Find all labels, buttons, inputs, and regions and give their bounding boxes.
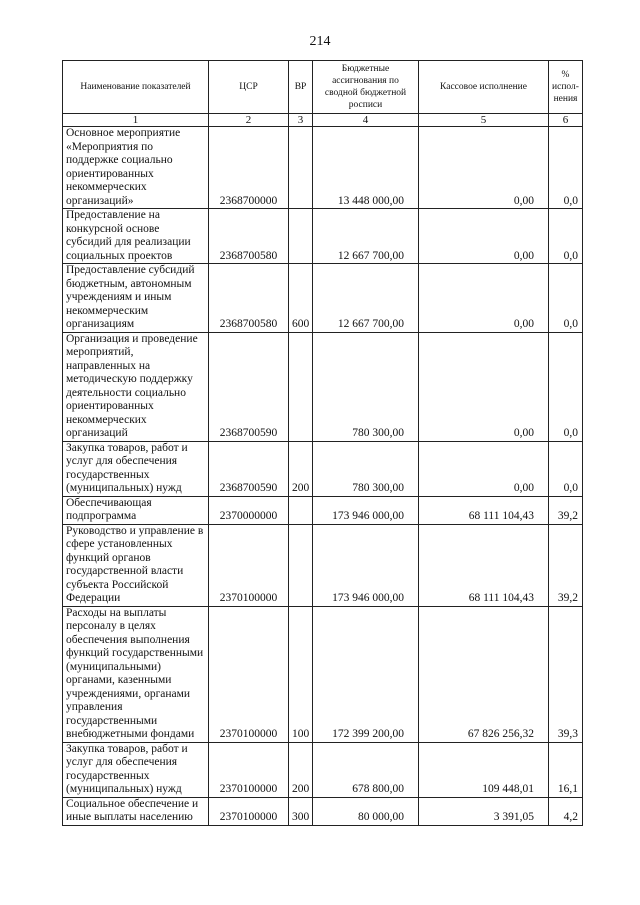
row-pct: 0,0 [549, 264, 583, 333]
row-csr: 2370100000 [209, 606, 289, 742]
table-row [63, 606, 583, 742]
col-number: 1 [63, 114, 209, 127]
row-pct: 0,0 [549, 332, 583, 441]
row-name: Предоставление субсидий бюджетным, автономным учреждениям и иным некоммерческим организациям [63, 264, 209, 333]
row-budget: 172 399 200,00 [313, 606, 419, 742]
row-cash: 109 448,01 [419, 742, 549, 797]
row-vr: 200 [289, 441, 313, 496]
row-csr: 2368700580 [209, 264, 289, 333]
row-budget: 12 667 700,00 [313, 209, 419, 264]
row-pct: 0,0 [549, 209, 583, 264]
row-budget: 80 000,00 [313, 797, 419, 825]
table-row [63, 127, 583, 209]
row-name: Расходы на выплаты персоналу в целях обеспечения выполнения функций государственными (муниципальными) органами, казенными учреждениями, органами управления государственными внебюджетными фондами [63, 606, 209, 742]
row-budget: 780 300,00 [313, 332, 419, 441]
row-csr: 2370100000 [209, 797, 289, 825]
header-vr: ВР [289, 61, 313, 114]
row-vr [289, 127, 313, 209]
column-number-row [63, 114, 583, 127]
header-pct: % испол-нения [549, 61, 583, 114]
row-pct: 16,1 [549, 742, 583, 797]
row-name: Основное мероприятие «Мероприятия по поддержке социально ориентированных некоммерческих организаций» [63, 127, 209, 209]
row-name: Организация и проведение мероприятий, направленных на методическую поддержку деятельности социально ориентированных некоммерческих организаций [63, 332, 209, 441]
row-csr: 2368700000 [209, 127, 289, 209]
row-budget: 173 946 000,00 [313, 524, 419, 606]
table-row [63, 742, 583, 797]
row-cash: 0,00 [419, 127, 549, 209]
row-cash: 68 111 104,43 [419, 496, 549, 524]
row-pct: 39,2 [549, 524, 583, 606]
row-csr: 2370100000 [209, 742, 289, 797]
row-name: Закупка товаров, работ и услуг для обеспечения государственных (муниципальных) нужд [63, 742, 209, 797]
col-number: 4 [313, 114, 419, 127]
row-vr: 200 [289, 742, 313, 797]
col-number: 6 [549, 114, 583, 127]
row-budget: 13 448 000,00 [313, 127, 419, 209]
row-vr: 600 [289, 264, 313, 333]
table-row [63, 441, 583, 496]
row-pct: 0,0 [549, 127, 583, 209]
row-csr: 2368700590 [209, 332, 289, 441]
row-cash: 0,00 [419, 441, 549, 496]
row-vr: 300 [289, 797, 313, 825]
row-pct: 4,2 [549, 797, 583, 825]
table-row [63, 496, 583, 524]
row-cash: 0,00 [419, 332, 549, 441]
table-row [63, 524, 583, 606]
header-name: Наименование показателей [63, 61, 209, 114]
header-cash: Кассовое исполнение [419, 61, 549, 114]
row-cash: 0,00 [419, 209, 549, 264]
table-row [63, 797, 583, 825]
row-name: Предоставление на конкурсной основе субсидий для реализации социальных проектов [63, 209, 209, 264]
row-pct: 39,3 [549, 606, 583, 742]
row-csr: 2368700580 [209, 209, 289, 264]
row-csr: 2370000000 [209, 496, 289, 524]
row-pct: 0,0 [549, 441, 583, 496]
table-row [63, 209, 583, 264]
row-name: Обеспечивающая подпрограмма [63, 496, 209, 524]
row-cash: 67 826 256,32 [419, 606, 549, 742]
row-budget: 12 667 700,00 [313, 264, 419, 333]
page-number: 214 [309, 34, 331, 49]
row-vr [289, 209, 313, 264]
row-vr [289, 496, 313, 524]
row-csr: 2368700590 [209, 441, 289, 496]
row-pct: 39,2 [549, 496, 583, 524]
table-row [63, 332, 583, 441]
row-vr [289, 332, 313, 441]
row-cash: 0,00 [419, 264, 549, 333]
row-vr [289, 524, 313, 606]
row-budget: 780 300,00 [313, 441, 419, 496]
row-budget: 678 800,00 [313, 742, 419, 797]
row-name: Закупка товаров, работ и услуг для обеспечения государственных (муниципальных) нужд [63, 441, 209, 496]
col-number: 3 [289, 114, 313, 127]
row-csr: 2370100000 [209, 524, 289, 606]
header-budget: Бюджетные ассигнования по сводной бюджетной росписи [313, 61, 419, 114]
row-cash: 3 391,05 [419, 797, 549, 825]
row-name: Руководство и управление в сфере установленных функций органов государственной власти субъекта Российской Федерации [63, 524, 209, 606]
row-budget: 173 946 000,00 [313, 496, 419, 524]
col-number: 5 [419, 114, 549, 127]
table-header-row [63, 61, 583, 114]
header-csr: ЦСР [209, 61, 289, 114]
col-number: 2 [209, 114, 289, 127]
budget-execution-table [62, 60, 583, 826]
row-vr: 100 [289, 606, 313, 742]
table-row [63, 264, 583, 333]
row-cash: 68 111 104,43 [419, 524, 549, 606]
row-name: Социальное обеспечение и иные выплаты населению [63, 797, 209, 825]
